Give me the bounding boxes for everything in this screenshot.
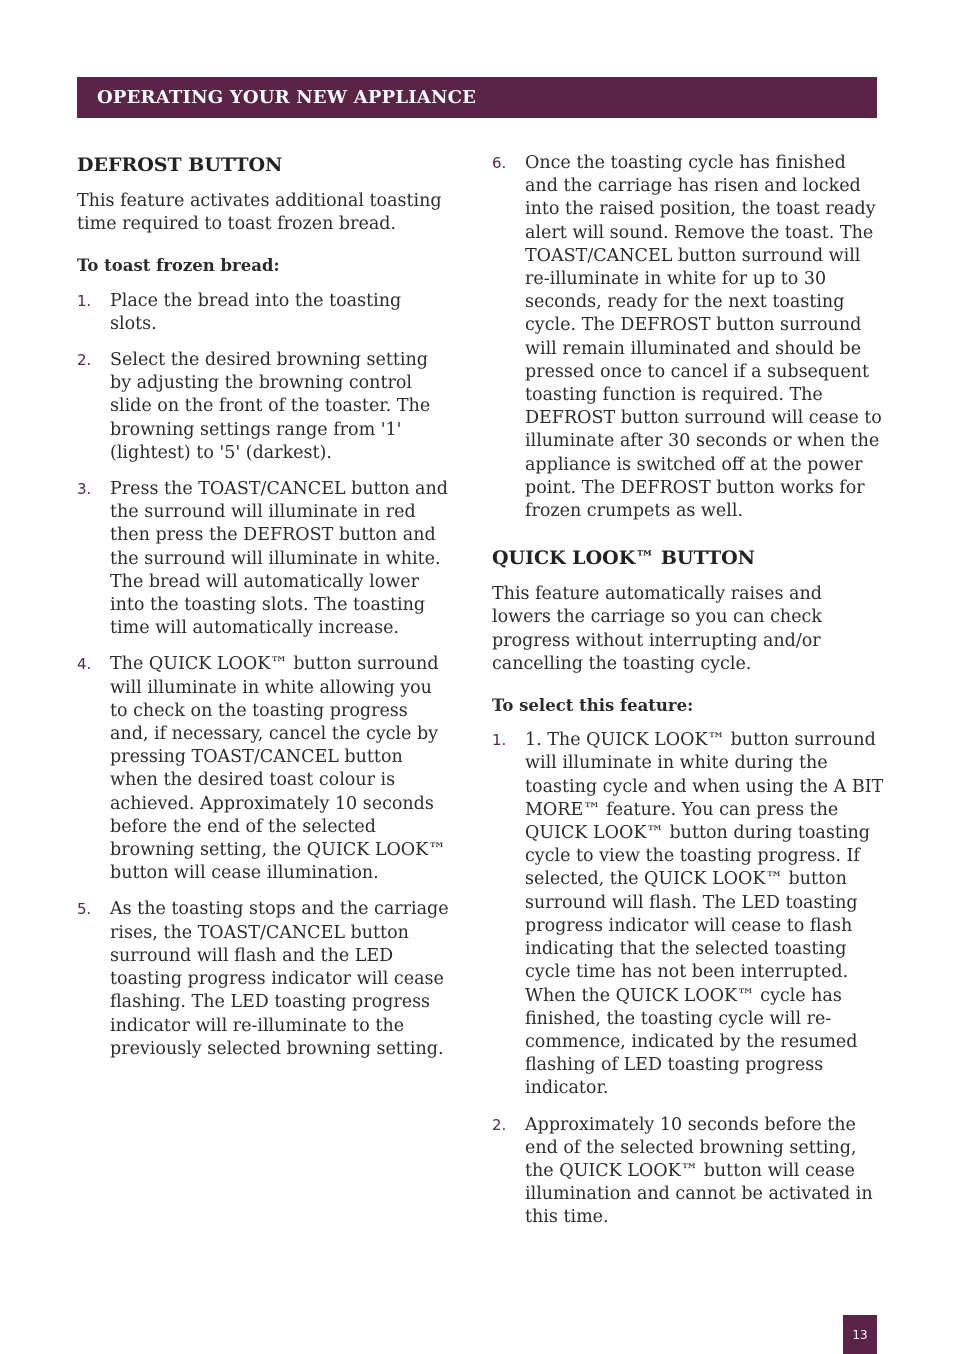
page-number: 13 [852, 1327, 868, 1342]
step-number: 2. [492, 1115, 507, 1134]
page-number-badge [843, 1315, 877, 1354]
step-text: Approximately 10 seconds before the end of the selected browning setting, the QUICK LOOK™ button will cease illumination and cannot be activated in this time. [525, 1114, 873, 1228]
step-number: 2. [77, 351, 92, 370]
list-item [492, 729, 884, 1100]
step-text: Once the toasting cycle has finished and the carriage has risen and locked into the raised position, the toast ready alert will sound. Remove the toast. The TOAST/CANCEL button surround will re-illuminate in white for up to 30 seconds, ready for the next toasting cycle. The DEFROST button surround will remain illuminated and should be pressed once to cancel if a subsequent toasting function is required. The DEFROST button surround will cease to illuminate after 30 seconds or when the appliance is switched off at the power point. The DEFROST button works for frozen crumpets as well. [525, 153, 882, 522]
quicklook-section [492, 545, 884, 1229]
step-number: 3. [77, 480, 92, 499]
list-item [77, 653, 449, 885]
list-item [492, 1114, 884, 1230]
list-item [77, 290, 449, 336]
defrost-subhead: To toast frozen bread: [77, 256, 280, 276]
right-column [492, 152, 884, 1243]
step-number: 6. [492, 154, 507, 172]
step-number: 5. [77, 900, 92, 919]
list-item [77, 478, 449, 640]
step-number: 1. [492, 731, 507, 750]
list-item [77, 898, 449, 1060]
list-item [77, 349, 449, 465]
defrost-section-title: DEFROST BUTTON [77, 154, 283, 176]
step-text: The QUICK LOOK™ button surround will illuminate in white allowing you to check on the toasting progress and, if necessary, cancel the cycle by pressing TOAST/CANCEL button when the desired toast colour is achieved. Approximately 10 seconds before the end of the selected browning setting, the QUICK LOOK™ button will cease illumination. [110, 654, 446, 884]
left-column [77, 152, 449, 1074]
quicklook-steps-list [492, 729, 884, 1229]
step-text: Press the TOAST/CANCEL button and the surround will illuminate in red then press the DEFROST button and the surround will illuminate in white. The bread will automatically lower into the toasting slots. The toasting time will automatically increase. [110, 479, 448, 639]
section-banner [77, 77, 877, 118]
quicklook-subhead: To select this feature: [492, 696, 694, 716]
step-text: 1. The QUICK LOOK™ button surround will illuminate in white during the toasting cycle and when using the A BIT MORE™ feature. You can press the QUICK LOOK™ button during toasting cycle to view the toasting progress. If selected, the QUICK LOOK™ button surround will flash. The LED toasting progress indicator will cease to flash indicating that the selected toasting cycle time has not been interrupted. When the QUICK LOOK™ cycle has finished, the toasting cycle will re-commence, indicated by the resumed flashing of LED toasting progress indicator. [525, 730, 884, 1099]
step-number: 1. [77, 291, 92, 310]
list-item [492, 152, 884, 523]
defrost-steps-list [77, 290, 449, 1061]
step-number: 4. [77, 655, 92, 674]
step-text: Select the desired browning setting by adjusting the browning control slide on the front of the toaster. The browning settings range from '1' (lightest) to '5' (darkest). [110, 350, 431, 463]
defrost-steps-continued [492, 152, 884, 523]
step-text: As the toasting stops and the carriage rises, the TOAST/CANCEL button surround will flash and the LED toasting progress indicator will cease flashing. The LED toasting progress indicator will re-illuminate to the previously selected browning setting. [110, 899, 449, 1059]
page-title: OPERATING YOUR NEW APPLIANCE [97, 87, 477, 108]
quicklook-intro: This feature automatically raises and lowers the carriage so you can check progress without interrupting and/or cancelling the toasting cycle. [492, 584, 822, 674]
quicklook-section-title: QUICK LOOK™ BUTTON [492, 547, 755, 570]
step-text: Place the bread into the toasting slots. [110, 290, 402, 334]
defrost-intro: This feature activates additional toasting time required to toast frozen bread. [77, 191, 442, 235]
